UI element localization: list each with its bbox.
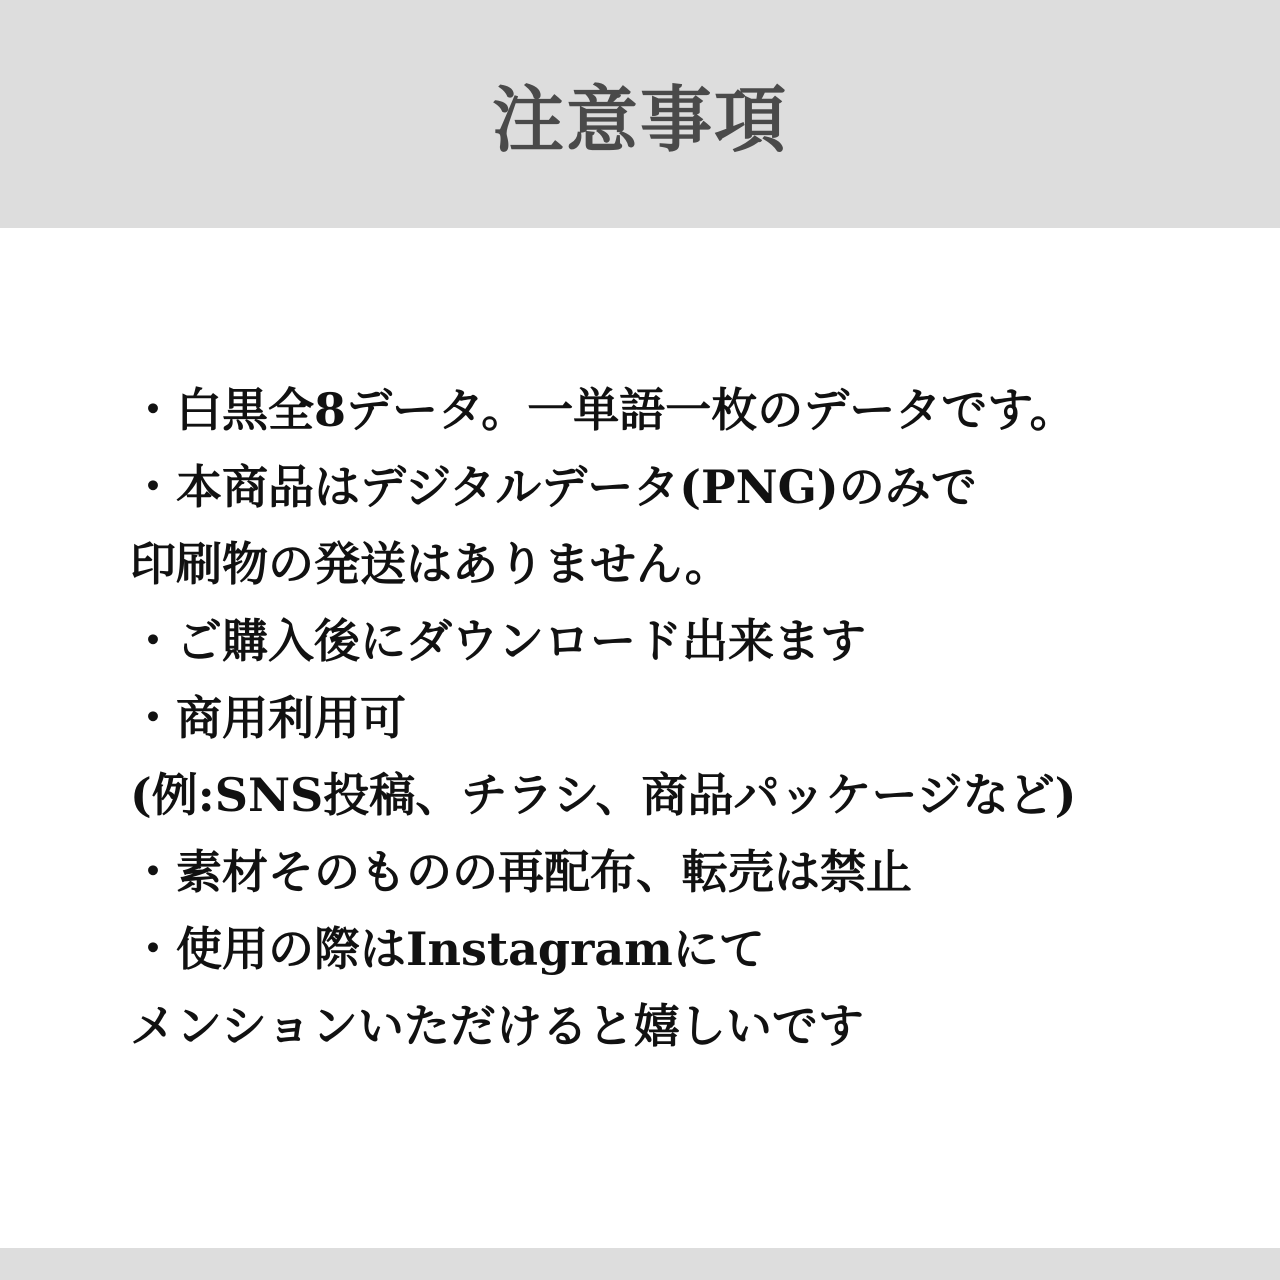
notice-line-examples: (例:SNS投稿、チラシ、商品パッケージなど)	[130, 768, 1077, 822]
footer-band	[0, 1248, 1280, 1280]
notice-line-data-count: ・白黒全8データ。一単語一枚のデータです。	[130, 383, 1076, 437]
notice-line-no-print: 印刷物の発送はありません。	[130, 537, 731, 591]
notice-line-download: ・ご購入後にダウンロード出来ます	[130, 614, 866, 668]
notice-line-commercial-use: ・商用利用可	[130, 691, 406, 745]
notice-line-digital-only: ・本商品はデジタルデータ(PNG)のみで	[130, 460, 977, 514]
notice-line-mention: メンションいただけると嬉しいです	[130, 999, 864, 1053]
notice-line-no-redistribution: ・素材そのものの再配布、転売は禁止	[130, 845, 912, 899]
notice-line-instagram: ・使用の際はInstagramにて	[130, 922, 765, 976]
page-title: 注意事項	[491, 77, 788, 162]
notice-list	[130, 372, 1240, 1065]
